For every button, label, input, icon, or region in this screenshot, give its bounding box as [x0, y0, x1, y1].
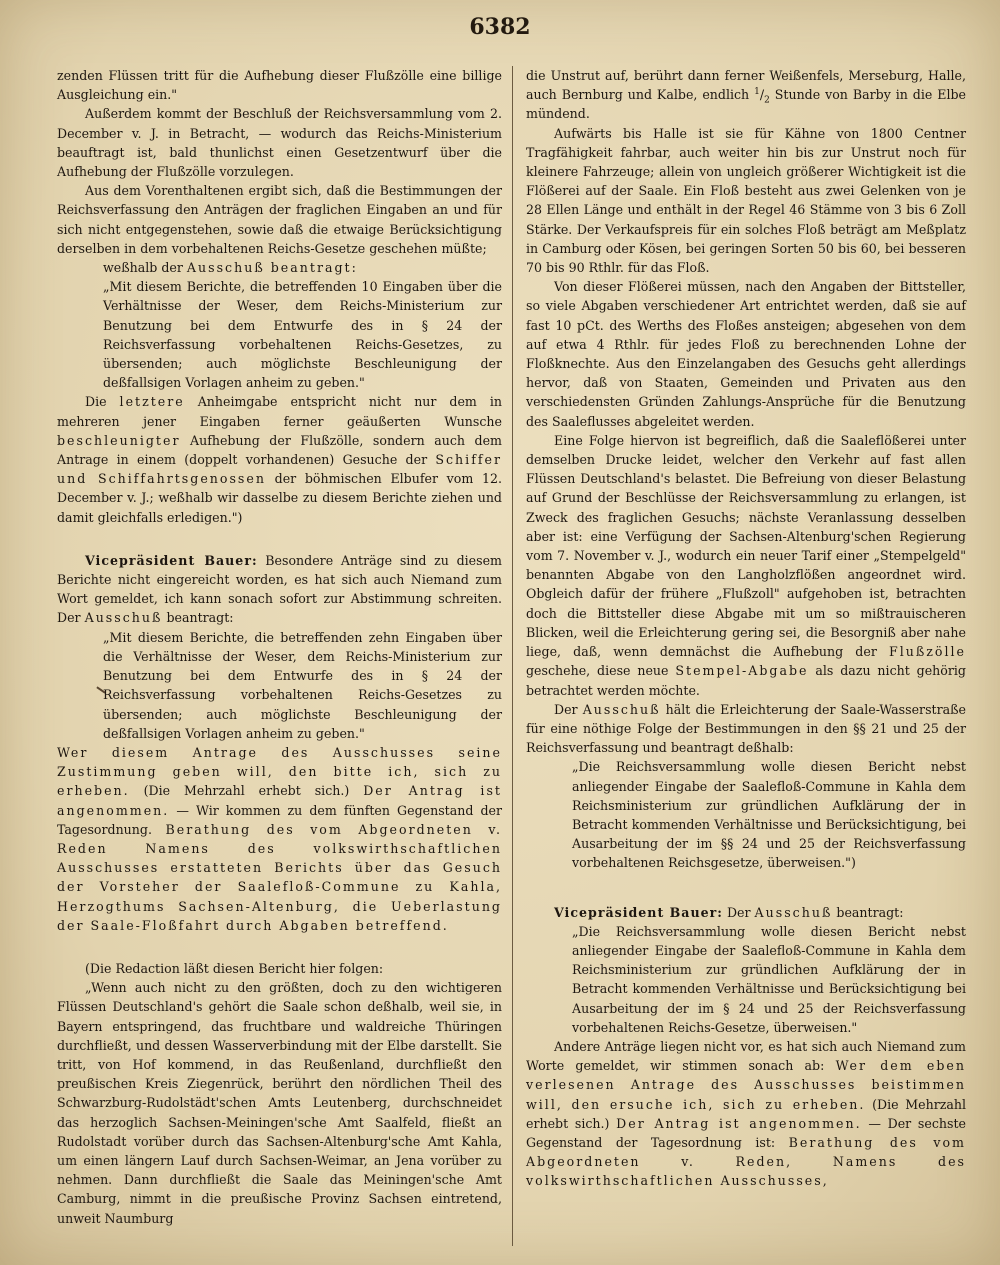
speech-paragraph: Vicepräsident Bauer: Besondere Anträge sind zu diesem Berichte nicht eingereicht worden, es hat sich auch Niemand zum Wort gemeldet, ich kann sonach sofort zur Abstimmung schreiten. Der Ausschuß beantragt:	[57, 552, 502, 626]
motion-quote: „Mit diesem Berichte, die betreffenden zehn Eingaben über die Verhältnisse der Weser, dem Reichs-Ministerium zur Benutzung bei dem Entwurfe des in § 24 der Reichsverfassung vorbehaltenen Reichs-Gesetzes zu übersenden; auch möglichste Beschleunigung der deßfallsigen Vorlagen anheim zu geben."	[103, 629, 502, 741]
paragraph: Der Ausschuß hält die Erleichterung der Saale-Wasserstraße für eine nöthige Folge der Bestimmungen in den §§ 21 und 25 der Reichsverfassung und beantragt deßhalb:	[526, 701, 966, 756]
left-column	[57, 66, 502, 1228]
paragraph: Von dieser Flößerei müssen, nach den Angaben der Bittsteller, so viele Abgaben verschiedener Art entrichtet werden, daß sie auf fast 10 pCt. des Werths des Floßes ansteigen; abgesehen von dem auf etwa 4 Rthlr. für jedes Floß zu berechnenden Lohne der Floßknechte. Aus den Einzelangaben des Gesuchs geht allerdings hervor, daß von Staaten, Gemeinden und Privaten aus den verschiedensten Gründen Zahlungs-Ansprüche für die Benutzung des Saaleflusses abgeleitet werden.	[526, 279, 966, 429]
paragraph: zenden Flüssen tritt für die Aufhebung dieser Flußzölle eine billige Ausgleichung ein."	[57, 68, 502, 103]
motion-quote: „Mit diesem Berichte, die betreffenden 10 Eingaben über die Verhältnisse der Weser, dem Reichs-Ministerium zur Benutzung bei dem Entwurfe des in § 24 der Reichsverfassung vorbehaltenen Reichs-Gesetzes, zu übersenden; auch möglichste Beschleunigung der deßfallsigen Vorlagen anheim zu geben."	[103, 279, 502, 391]
paragraph: Die letztere Anheimgabe entspricht nicht nur dem in mehreren jener Eingaben ferner geäußerten Wunsche beschleunigter Aufhebung der Flußzölle, sondern auch dem Antrage in einem (doppelt vorhandenen) Gesuche der Schiffer und Schiffahrtsgenossen der böhmischen Elbufer vom 12. December v. J.; weßhalb wir dasselbe zu diesem Berichte ziehen und damit gleichfalls erledigen.")	[57, 394, 502, 525]
motion-quote: „Die Reichsversammlung wolle diesen Bericht nebst anliegender Eingabe der Saalefloß-Commune in Kahla dem Reichsministerium zur gründlichen Aufklärung der in Betracht kommenden Verhältnisse und Berücksichtigung bei Ausarbeitung der im § 24 und 25 der Reichsverfassung vorbehaltenen Reichs-Gesetze, überweisen."	[572, 923, 966, 1035]
paragraph: Eine Folge hiervon ist begreiflich, daß die Saaleflößerei unter demselben Drucke leidet, welcher den Verkehr auf fast allen Flüssen Deutschland's belastet. Die Befreiung von dieser Belastung auf Grund der Beschlüsse der Reichsversammlung zu erlangen, ist Zweck des fraglichen Gesuchs; nächste Veranlassung desselben aber ist: eine Verfügung der Sachsen-Altenburg'schen Regierung vom 7. November v. J., wodurch ein neuer Tarif einer „Stempelgeld" benannten Abgabe von den Langholzflößen angeordnet wird. Obgleich dafür der frühere „Flußzoll" aufgehoben ist, betrachten doch die Bittsteller diese Abgabe mit um so mißtrauischeren Blicken, weil die Erleichterung gering sei, die Besorgniß aber nahe liege, daß, wenn demnächst die Aufhebung der Flußzölle geschehe, diese neue Stempel-Abgabe als dazu nicht gehörig betrachtet werden möchte.	[526, 432, 966, 698]
speech-paragraph: Vicepräsident Bauer: Der Ausschuß beantragt:	[554, 904, 904, 920]
motion-intro: weßhalb der Ausschuß beantragt:	[103, 260, 358, 276]
column-divider	[512, 66, 513, 1246]
right-column	[526, 66, 966, 1191]
paragraph: Wer diesem Antrage des Ausschusses seine Zustimmung geben will, den bitte ich, sich zu erheben. (Die Mehrzahl erhebt sich.) Der Antrag ist angenommen. — Wir kommen zu dem fünften Gegenstand der Tagesordnung. Berathung des vom Abgeordneten v. Reden Namens des volkswirthschaftlichen Ausschusses erstatteten Berichts über das Gesuch der Vorsteher der Saalefloß-Commune zu Kahla, Herzogthums Sachsen-Altenburg, die Ueberlastung der Saale-Floßfahrt durch Abgaben betreffend.	[57, 744, 502, 933]
paragraph: (Die Redaction läßt diesen Bericht hier folgen:	[85, 960, 384, 976]
paragraph: Aus dem Vorenthaltenen ergibt sich, daß die Bestimmungen der Reichsverfassung den Anträgen der fraglichen Eingaben an und für sich nicht entgegenstehen, sowie daß die etwaige Berücksichtigung derselben in dem vorbehaltenen Reichs-Gesetze geschehen müßte;	[57, 183, 502, 256]
speaker-name: Vicepräsident Bauer:	[554, 904, 723, 920]
paragraph: Andere Anträge liegen nicht vor, es hat sich auch Niemand zum Worte gemeldet, wir stimmen sonach ab: Wer dem eben verlesenen Antrage des Ausschusses beistimmen will, den ersuche ich, sich zu erheben. (Die Mehrzahl erhebt sich.) Der Antrag ist angenommen. — Der sechste Gegenstand der Tagesordnung ist: Berathung des vom Abgeordneten v. Reden, Namens des volkswirthschaftlichen Ausschusses,	[526, 1038, 966, 1189]
report-paragraph: „Wenn auch nicht zu den größten, doch zu den wichtigeren Flüssen Deutschland's gehört die Saale schon deßhalb, weil sie, in Bayern entspringend, das fruchtbare und waldreiche Thüringen durchfließt, und dessen Wasserverbindung mit der Elbe darstellt. Sie tritt, von Hof kommend, in das Reußenland, durchfließt den preußischen Kreis Ziegenrück, berührt den nördlichen Theil des Schwarzburg-Rudolstädt'schen Amts Leutenberg, durchschneidet das herzoglich Sachsen-Meiningen'sche Amt Saalfeld, fließt an Rudolstadt vorüber durch das Sachsen-Altenburg'sche Amt Kahla, um einen längern Lauf durch Sachsen-Weimar, an Jena vorüber zu nehmen. Dann durchfließt die Saale das Meiningen'sche Amt Camburg, nimmt in die preußische Provinz Sachsen eintretend, unweit Naumburg	[57, 980, 502, 1226]
paragraph: die Unstrut auf, berührt dann ferner Weißenfels, Merseburg, Halle, auch Bernburg und Kalbe, endlich $^1/_2$ Stunde von Barby in die Elbe mündend.	[526, 68, 966, 122]
motion-quote: „Die Reichsversammlung wolle diesen Bericht nebst anliegender Eingabe der Saalefloß-Commune in Kahla dem Reichsministerium zur gründlichen Aufklärung der in Betracht kommenden Verhältnisse und Berücksichtigung, bei Ausarbeitung der im §§ 24 und 25 der Reichsverfassung vorbehaltenen Reichsgesetze, überweisen.")	[572, 759, 966, 871]
paragraph: Außerdem kommt der Beschluß der Reichsversammlung vom 2. December v. J. in Betracht, — wodurch das Reichs-Ministerium beauftragt ist, bald thunlichst einen Gesetzentwurf über die Aufhebung der Flußzölle vorzulegen.	[57, 106, 502, 180]
speaker-name: Vicepräsident Bauer:	[85, 552, 258, 568]
page-number: 6382	[469, 14, 531, 40]
paragraph: Aufwärts bis Halle ist sie für Kähne von 1800 Centner Tragfähigkeit fahrbar, auch weiter hin bis zur Unstrut noch für kleinere Fahrzeuge; allein von ungleich größerer Wichtigkeit ist die Flößerei auf der Saale. Ein Floß besteht aus zwei Gelenken von je 28 Ellen Länge und enthält in der Regel 46 Stämme von 3 bis 6 Zoll Stärke. Der Verkaufspreis für ein solches Floß beträgt am Meßplatz in Camburg oder Kösen, bei geringen Sorten 50 bis 60, bei besseren 70 bis 90 Rthlr. für das Floß.	[526, 125, 966, 276]
